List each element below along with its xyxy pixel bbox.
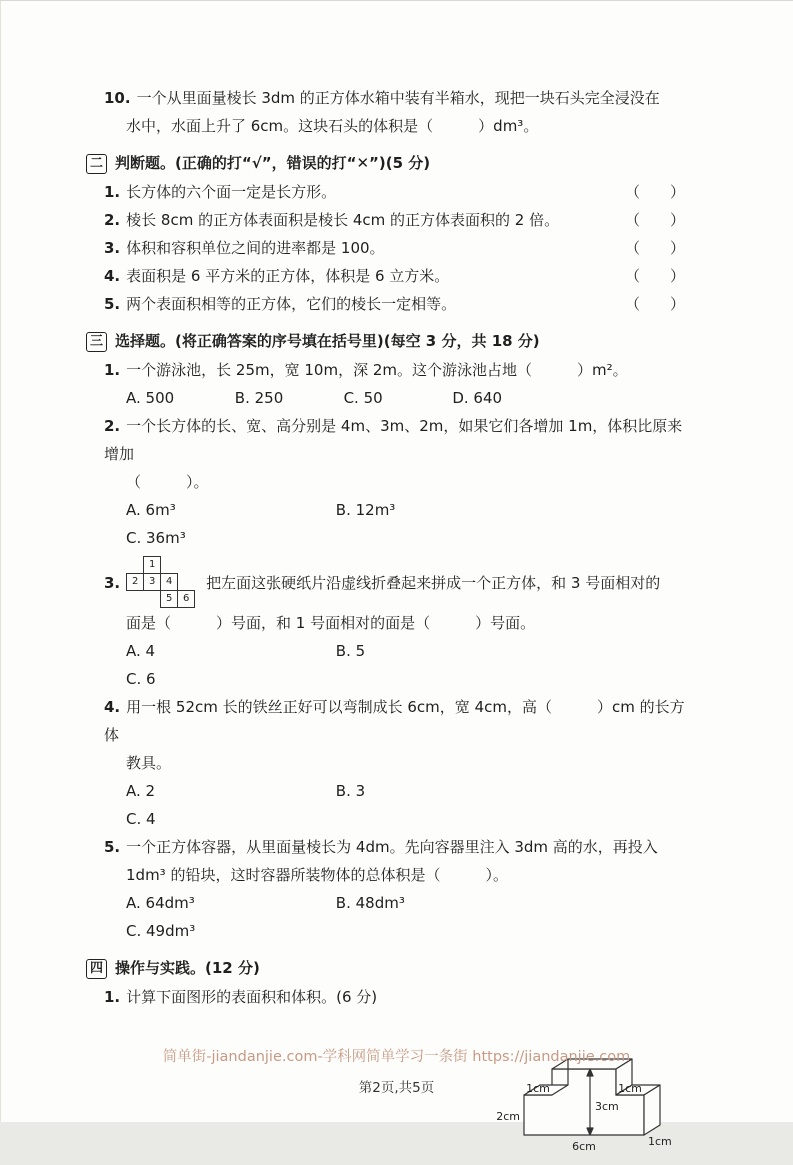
choice-q4-options	[86, 777, 695, 833]
option-c[interactable]: C. 4	[126, 810, 156, 828]
label-left-height: 2cm	[496, 1110, 520, 1123]
label-top-left: 1cm	[526, 1082, 550, 1095]
option-c[interactable]: C. 6	[126, 670, 156, 688]
choice-q2-options	[86, 496, 695, 552]
judge-item-4	[86, 262, 695, 290]
judge-item-text: 长方体的六个面一定是长方形。	[126, 183, 337, 201]
spacer	[559, 206, 625, 234]
choice-q3-text: 把左面这张硬纸片沿虚线折叠起来拼成一个正方体，和 3 号面相对的	[206, 573, 661, 592]
choice-q5-options	[86, 889, 695, 945]
choice-q1-number: 1.	[104, 361, 121, 379]
question-10-line2: 水中，水面上升了 6cm。这块石头的体积是（ ）dm³。	[126, 117, 539, 135]
choice-q2-number: 2.	[104, 417, 121, 435]
answer-bracket[interactable]: （ ）	[624, 239, 685, 257]
answer-bracket[interactable]: （ ）	[624, 211, 685, 229]
label-mid-height: 3cm	[595, 1100, 619, 1113]
section-judge-header	[86, 148, 695, 178]
option-b[interactable]: B. 48dm³	[335, 894, 405, 912]
choice-q4-line2: 教具。	[126, 754, 172, 772]
option-b[interactable]: B. 12m³	[335, 501, 396, 519]
option-a[interactable]: A. 500	[126, 389, 175, 407]
question-10-text: 一个从里面量棱长 3dm 的正方体水箱中装有半箱水，现把一块石头完全浸没在	[136, 89, 660, 107]
section-practice-header	[86, 953, 695, 983]
net-cell-6: 6	[177, 590, 195, 608]
option-c[interactable]: C. 49dm³	[126, 922, 196, 940]
choice-q4	[86, 693, 695, 749]
choice-q1	[86, 356, 695, 384]
judge-item-5	[86, 290, 695, 318]
section-choice-marker: 三	[86, 332, 107, 352]
judge-item-number: 2.	[104, 211, 121, 229]
answer-bracket[interactable]: （ ）	[624, 267, 685, 285]
choice-q5	[86, 833, 695, 861]
question-10-line1	[86, 84, 695, 112]
choice-q1-text: 一个游泳池，长 25m，宽 10m，深 2m。这个游泳池占地（ ）m²。	[126, 361, 628, 379]
section-practice-marker: 四	[86, 959, 107, 979]
choice-q3-line2: 面是（ ）号面，和 1 号面相对的面是（ ）号面。	[126, 614, 536, 632]
spacer	[449, 262, 625, 290]
section-practice-title: 操作与实践。(12 分)	[115, 959, 260, 977]
option-c[interactable]: C. 50	[343, 389, 383, 407]
option-c[interactable]: C. 36m³	[126, 529, 186, 547]
option-b[interactable]: B. 5	[335, 642, 366, 660]
choice-q4-number: 4.	[104, 698, 121, 716]
judge-item-2	[86, 206, 695, 234]
label-bottom-length: 6cm	[572, 1140, 596, 1153]
judge-item-number: 1.	[104, 183, 121, 201]
option-a[interactable]: A. 6m³	[126, 501, 176, 519]
net-cell-1: 1	[143, 556, 161, 574]
answer-bracket[interactable]: （ ）	[624, 183, 685, 201]
judge-item-number: 5.	[104, 295, 121, 313]
judge-item-1	[86, 178, 695, 206]
choice-q1-options	[86, 384, 695, 412]
judge-item-text: 表面积是 6 平方米的正方体，体积是 6 立方米。	[126, 267, 450, 285]
judge-item-3	[86, 234, 695, 262]
option-a[interactable]: A. 64dm³	[126, 894, 195, 912]
choice-q5-number: 5.	[104, 838, 121, 856]
choice-q5-line2: 1dm³ 的铅块，这时容器所装物体的总体积是（ ）。	[126, 866, 508, 884]
choice-q3	[86, 556, 695, 609]
choice-q3-number: 3.	[104, 573, 121, 592]
option-a[interactable]: A. 2	[126, 782, 156, 800]
question-10-number: 10.	[104, 89, 131, 107]
label-top-right: 1cm	[618, 1082, 642, 1095]
spacer	[336, 178, 625, 206]
net-cell-5: 5	[160, 590, 178, 608]
choice-q4-text: 用一根 52cm 长的铁丝正好可以弯制成长 6cm，宽 4cm，高（ ）cm 的长方体	[104, 698, 685, 744]
net-cell-4: 4	[160, 573, 178, 591]
practice-q1-number: 1.	[104, 988, 121, 1006]
practice-q1-text: 计算下面图形的表面积和体积。(6 分)	[126, 988, 378, 1006]
net-cell-3: 3	[143, 573, 161, 591]
answer-bracket[interactable]: （ ）	[624, 295, 685, 313]
net-cell-2: 2	[126, 573, 144, 591]
judge-item-number: 4.	[104, 267, 121, 285]
choice-q3-options	[86, 637, 695, 693]
option-b[interactable]: B. 3	[335, 782, 366, 800]
page-number: 第2页,共5页	[358, 1080, 435, 1096]
section-judge-title: 判断题。(正确的打“√”，错误的打“✕”)(5 分)	[115, 154, 431, 172]
judge-item-number: 3.	[104, 239, 121, 257]
choice-q2-text: 一个长方体的长、宽、高分别是 4m、3m、2m，如果它们各增加 1m，体积比原来增加	[104, 417, 683, 463]
footer-site-link[interactable]: 简单街-jiandanjie.com-学科网简单学习一条街 https://jiandanjie.com	[162, 1049, 631, 1065]
spacer	[385, 234, 625, 262]
section-choice-header	[86, 326, 695, 356]
section-judge-marker: 二	[86, 154, 107, 174]
label-depth: 1cm	[648, 1135, 672, 1148]
judge-item-text: 体积和容积单位之间的进率都是 100。	[126, 239, 385, 257]
option-a[interactable]: A. 4	[126, 642, 156, 660]
choice-q5-text: 一个正方体容器，从里面量棱长为 4dm。先向容器里注入 3dm 高的水，再投入	[126, 838, 658, 856]
judge-item-text: 棱长 8cm 的正方体表面积是棱长 4cm 的正方体表面积的 2 倍。	[126, 211, 560, 229]
option-d[interactable]: D. 640	[452, 389, 503, 407]
judge-item-text: 两个表面积相等的正方体，它们的棱长一定相等。	[126, 295, 457, 313]
option-b[interactable]: B. 250	[234, 389, 284, 407]
choice-q2	[86, 412, 695, 468]
cube-net-figure	[126, 556, 196, 609]
section-choice-title: 选择题。(将正确答案的序号填在括号里)(每空 3 分，共 18 分)	[115, 332, 540, 350]
spacer	[456, 290, 625, 318]
choice-q2-line2: （ ）。	[126, 473, 209, 491]
practice-q1	[86, 983, 695, 1011]
